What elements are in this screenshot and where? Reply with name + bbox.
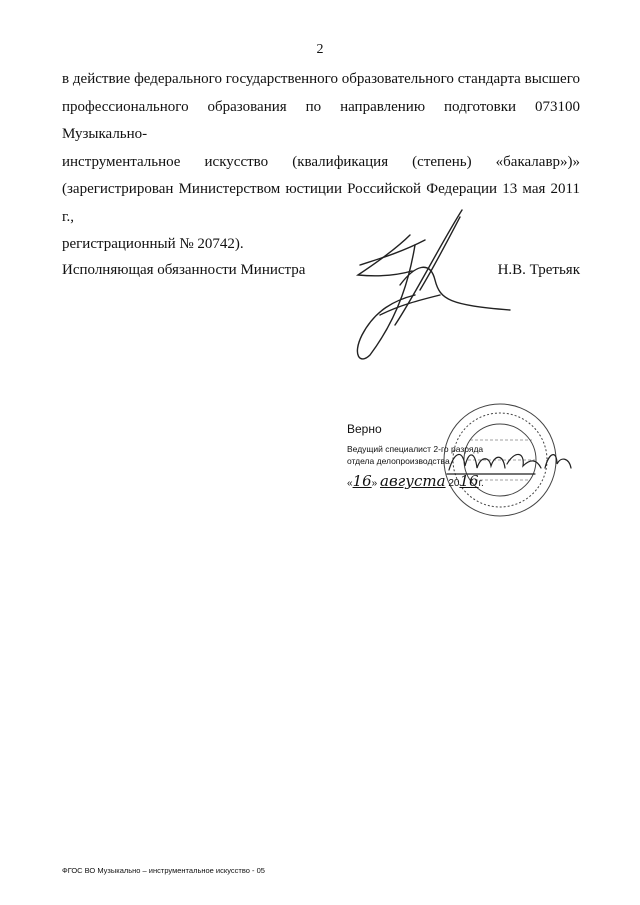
body-line-3-word-1: инструментальное [62,153,181,170]
certifier-department: отдела делопроизводства [347,456,450,466]
signatory-role: Исполняющая обязанности Министра [62,262,306,278]
handwritten-signature [340,205,515,375]
body-line-1: в действие федерального государственного образовательного стандарта высшего [62,71,580,87]
certifier-position: Ведущий специалист 2-го разряда [347,444,484,454]
date-day: 16 [352,472,372,490]
date-year-prefix: 20 [448,478,460,489]
date-year-abbr: г. [478,478,484,489]
body-line-3 [62,149,580,177]
certification-word: Верно [347,422,382,436]
certification-date [347,472,484,490]
body-line-4: (зарегистрирован Министерством юстиции Российской Федерации 13 мая 2011 г., [62,181,580,225]
document-footer: ФГОС ВО Музыкально – инструментальное искусство - 05 [62,866,265,875]
body-line-3-word-4: (степень) [412,153,472,170]
date-year-suffix: 16 [459,472,479,490]
body-line-3-word-5: «бакалавр»)» [495,153,581,170]
body-line-3-word-2: искусство [204,153,269,170]
body-line-5: регистрационный № 20742). [62,236,244,252]
date-month: августа [380,472,446,490]
page-number: 2 [316,42,324,57]
body-line-2: профессионального образования по направлению подготовки 073100 Музыкально- [62,98,580,142]
certification-block [345,400,575,530]
date-close-quote: » [371,478,378,489]
signatory-name: Н.В. Третьяк [497,262,580,278]
body-line-3-word-3: (квалификация [292,153,389,170]
date-open-quote: « [347,478,353,489]
